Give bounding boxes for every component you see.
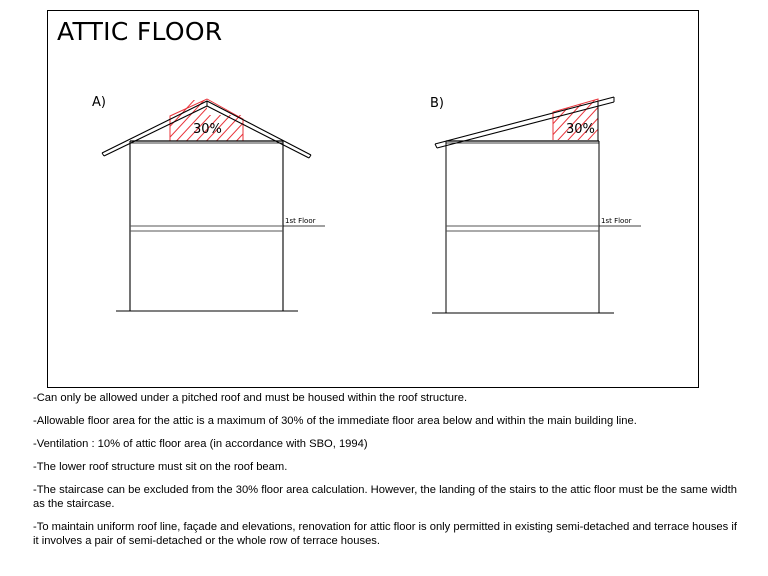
diagram-a-label: A) — [92, 95, 106, 110]
note-item: -Ventilation : 10% of attic floor area (in accordance with SBO, 1994) — [33, 438, 368, 450]
attic-percent-b: 30% — [566, 122, 595, 137]
attic-diagrams — [48, 11, 700, 389]
note-item: -Can only be allowed under a pitched roof and must be housed within the roof structure. — [33, 392, 468, 404]
diagram-b-label: B) — [430, 96, 444, 111]
attic-percent-a: 30% — [193, 122, 222, 137]
first-floor-label-a: 1st Floor — [285, 217, 316, 225]
note-item: -Allowable floor area for the attic is a maximum of 30% of the immediate floor area below and within the main building line. — [33, 415, 637, 427]
note-item: -The lower roof structure must sit on the roof beam. — [33, 461, 288, 473]
sheet-title: ATTIC FLOOR — [57, 17, 223, 46]
attic-area-b-hatch — [528, 91, 643, 151]
drawing-frame — [47, 10, 699, 388]
note-item: -The staircase can be excluded from the 30% floor area calculation. However, the landing of the stairs to the attic floor must be the same width as the staircase. — [33, 484, 737, 510]
regulation-notes — [33, 391, 738, 557]
first-floor-label-b: 1st Floor — [601, 217, 632, 225]
note-item: -To maintain uniform roof line, façade and elevations, renovation for attic floor is only permitted in existing semi-detached and terrace houses if it involves a pair of semi-detached or the whole row of terrace houses. — [33, 521, 737, 547]
diagram-b — [430, 91, 643, 313]
diagram-a — [92, 95, 325, 311]
